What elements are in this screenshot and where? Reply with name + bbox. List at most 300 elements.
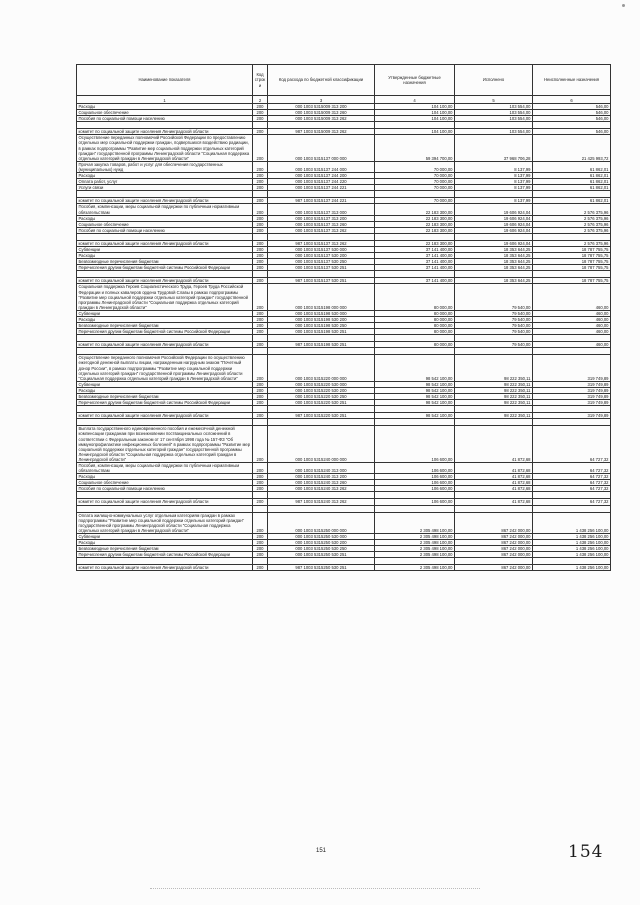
cell-approved: 104 100,00 <box>375 104 455 110</box>
cell-left: 546,00 <box>533 104 611 110</box>
empty-cell <box>253 191 268 198</box>
cell-name: Расходы <box>77 387 253 393</box>
cell-name: Пособия по социальной помощи населению <box>77 486 253 492</box>
cell-left: 319 749,89 <box>533 381 611 387</box>
cell-kbk: 000 1003 5315250 000 000 <box>268 512 375 533</box>
cell-left: 61 862,01 <box>533 179 611 185</box>
cell-left: 1 438 256 100,00 <box>533 546 611 552</box>
empty-cell <box>268 558 375 565</box>
table-row <box>77 265 611 271</box>
cell-code: 200 <box>253 215 268 221</box>
cell-done: 867 242 000,00 <box>455 540 533 546</box>
cell-kbk: 000 1003 5315250 530 200 <box>268 540 375 546</box>
cell-left: 1 438 256 100,00 <box>533 552 611 558</box>
cell-kbk: 000 1003 5315137 244 200 <box>268 173 375 179</box>
empty-cell <box>77 122 253 129</box>
empty-cell <box>268 505 375 512</box>
empty-cell <box>375 406 455 413</box>
cell-left: 1 438 256 100,00 <box>533 540 611 546</box>
column-number: 3 <box>268 96 375 104</box>
table-row <box>77 565 611 571</box>
cell-done: 103 554,00 <box>455 129 533 135</box>
cell-approved: 37 141 400,00 <box>375 246 455 252</box>
empty-cell <box>253 348 268 355</box>
table-row <box>77 355 611 381</box>
empty-cell <box>77 335 253 342</box>
empty-cell <box>77 271 253 278</box>
cell-approved: 98 542 100,00 <box>375 413 455 419</box>
cell-approved: 22 183 300,00 <box>375 204 455 215</box>
budget-execution-table <box>76 64 611 571</box>
cell-name: Пособия, компенсации, меры социальной поддержки по публичным нормативным обязательствам <box>77 462 253 473</box>
cell-kbk: 000 1003 5315250 530 251 <box>268 552 375 558</box>
cell-code: 200 <box>253 310 268 316</box>
empty-cell <box>533 558 611 565</box>
empty-cell <box>375 233 455 240</box>
table-row <box>77 486 611 492</box>
cell-name: Безвозмездные перечисления бюджетам <box>77 394 253 400</box>
cell-done: 98 222 350,11 <box>455 387 533 393</box>
empty-cell <box>533 492 611 499</box>
cell-left: 2 576 375,96 <box>533 221 611 227</box>
cell-code: 200 <box>253 259 268 265</box>
cell-left: 18 787 755,75 <box>533 253 611 259</box>
cell-done: 41 872,68 <box>455 499 533 505</box>
cell-kbk: 000 1003 5315137 313 260 <box>268 221 375 227</box>
cell-left: 61 862,01 <box>533 161 611 172</box>
empty-cell <box>533 335 611 342</box>
cell-left: 460,00 <box>533 310 611 316</box>
cell-kbk: 987 1003 5315137 530 251 <box>268 278 375 284</box>
cell-code: 200 <box>253 540 268 546</box>
empty-cell <box>77 233 253 240</box>
cell-name: Субвенции <box>77 533 253 539</box>
header-left: Неисполненные назначения <box>533 65 611 96</box>
cell-approved: 104 100,00 <box>375 116 455 122</box>
cell-code: 200 <box>253 323 268 329</box>
cell-left: 61 862,01 <box>533 198 611 204</box>
spacer-row <box>77 271 611 278</box>
cell-kbk: 000 1003 5315137 530 200 <box>268 253 375 259</box>
cell-name: Выплата государственного единовременного пособия и ежемесячной денежной компенсации гражданам при возникновении поствакцинальных осложнений в соответствии с Федеральным законом от 17 сентября 1998 года № 157-ФЗ "Об иммунопрофилактике инфекционных болезней" в рамках подпрограммы "Развитие мер социальной поддержки отдельных категорий граждан" государственной программы Ленинградской области "Социальная поддержка отдельных категорий граждан в Ленинградской области" <box>77 426 253 463</box>
cell-name: Субвенции <box>77 246 253 252</box>
cell-code: 200 <box>253 486 268 492</box>
cell-approved: 70 000,00 <box>375 185 455 191</box>
cell-done: 79 540,00 <box>455 342 533 348</box>
empty-cell <box>375 335 455 342</box>
cell-approved: 80 000,00 <box>375 317 455 323</box>
header-kbk: Код расхода по бюджетной классификации <box>268 65 375 96</box>
empty-cell <box>455 122 533 129</box>
cell-approved: 22 183 300,00 <box>375 240 455 246</box>
cell-code: 200 <box>253 110 268 116</box>
empty-cell <box>455 558 533 565</box>
cell-done: 8 137,99 <box>455 161 533 172</box>
cell-left: 319 749,89 <box>533 394 611 400</box>
cell-name: Пособия, компенсации, меры социальной поддержки по публичным нормативным обязательствам <box>77 204 253 215</box>
empty-cell <box>455 271 533 278</box>
cell-done: 867 242 000,00 <box>455 512 533 533</box>
cell-approved: 106 600,00 <box>375 474 455 480</box>
cell-code: 200 <box>253 329 268 335</box>
empty-cell <box>268 191 375 198</box>
cell-done: 98 222 350,11 <box>455 400 533 406</box>
cell-done: 98 222 350,11 <box>455 381 533 387</box>
spacer-row <box>77 419 611 426</box>
cell-approved: 22 183 300,00 <box>375 221 455 227</box>
cell-done: 41 872,68 <box>455 474 533 480</box>
cell-kbk: 000 1003 5315137 530 250 <box>268 259 375 265</box>
cell-kbk: 000 1003 5315137 530 251 <box>268 265 375 271</box>
cell-left: 1 438 256 100,00 <box>533 565 611 571</box>
cell-approved: 106 600,00 <box>375 486 455 492</box>
cell-done: 867 242 000,00 <box>455 552 533 558</box>
table-row <box>77 161 611 172</box>
cell-left: 1 438 256 100,00 <box>533 512 611 533</box>
cell-left: 460,00 <box>533 317 611 323</box>
cell-name: Субвенции <box>77 381 253 387</box>
empty-cell <box>455 492 533 499</box>
cell-kbk: 000 1003 5315220 530 000 <box>268 381 375 387</box>
cell-done: 867 242 000,00 <box>455 565 533 571</box>
spacer-row <box>77 406 611 413</box>
scan-speck <box>622 4 625 7</box>
cell-name: Субвенции <box>77 310 253 316</box>
empty-cell <box>533 505 611 512</box>
cell-approved: 59 394 700,00 <box>375 135 455 161</box>
page-number: 151 <box>316 848 327 854</box>
cell-done: 79 540,00 <box>455 317 533 323</box>
empty-cell <box>455 406 533 413</box>
header-done: Исполнено <box>455 65 533 96</box>
cell-kbk: 000 1003 5315137 313 200 <box>268 215 375 221</box>
cell-left: 1 438 256 100,00 <box>533 533 611 539</box>
cell-kbk: 987 1003 5315220 530 251 <box>268 413 375 419</box>
cell-left: 546,00 <box>533 116 611 122</box>
cell-name: Расходы <box>77 474 253 480</box>
handwritten-page-stamp: 154 <box>568 842 604 862</box>
cell-left: 319 749,89 <box>533 400 611 406</box>
cell-approved: 80 000,00 <box>375 310 455 316</box>
cell-approved: 37 141 400,00 <box>375 253 455 259</box>
cell-left: 61 862,01 <box>533 185 611 191</box>
cell-name: Пособия по социальной помощи населению <box>77 227 253 233</box>
cell-done: 19 606 924,04 <box>455 204 533 215</box>
cell-code: 200 <box>253 185 268 191</box>
empty-cell <box>533 191 611 198</box>
empty-cell <box>253 406 268 413</box>
cell-left: 21 425 993,72 <box>533 135 611 161</box>
cell-done: 41 872,68 <box>455 462 533 473</box>
cell-name: Расходы <box>77 317 253 323</box>
cell-kbk: 000 1003 5315198 530 251 <box>268 329 375 335</box>
table-row <box>77 499 611 505</box>
empty-cell <box>77 191 253 198</box>
budget-table-sheet <box>76 64 610 571</box>
cell-name: Прочая закупка товаров, работ и услуг для обеспечения государственных (муниципальных) нужд <box>77 161 253 172</box>
cell-name: Пособия по социальной помощи населению <box>77 116 253 122</box>
cell-kbk: 000 1003 5315198 530 250 <box>268 323 375 329</box>
cell-approved: 98 542 100,00 <box>375 400 455 406</box>
cell-code: 200 <box>253 284 268 310</box>
cell-left: 2 576 375,96 <box>533 227 611 233</box>
empty-cell <box>533 406 611 413</box>
cell-done: 98 222 350,11 <box>455 394 533 400</box>
cell-name: комитет по социальной защите населения Ленинградской области <box>77 565 253 571</box>
cell-done: 8 137,99 <box>455 179 533 185</box>
cell-done: 19 606 924,04 <box>455 227 533 233</box>
empty-cell <box>268 492 375 499</box>
cell-done: 8 137,99 <box>455 185 533 191</box>
cell-kbk: 000 1003 5315009 313 262 <box>268 116 375 122</box>
empty-cell <box>533 271 611 278</box>
empty-cell <box>268 419 375 426</box>
cell-approved: 106 600,00 <box>375 499 455 505</box>
cell-kbk: 000 1003 5315240 313 260 <box>268 480 375 486</box>
cell-kbk: 000 1003 5315137 313 262 <box>268 227 375 233</box>
cell-name: Безвозмездные перечисления бюджетам <box>77 546 253 552</box>
cell-left: 64 727,32 <box>533 486 611 492</box>
table-row <box>77 259 611 265</box>
cell-kbk: 987 1003 5315250 530 251 <box>268 565 375 571</box>
cell-code: 200 <box>253 474 268 480</box>
cell-approved: 70 000,00 <box>375 179 455 185</box>
cell-code: 200 <box>253 552 268 558</box>
cell-kbk: 000 1003 5315137 244 220 <box>268 179 375 185</box>
cell-name: Перечисления другим бюджетам бюджетной системы Российской Федерации <box>77 552 253 558</box>
scan-noise <box>150 888 480 893</box>
cell-approved: 37 141 400,00 <box>375 259 455 265</box>
spacer-row <box>77 191 611 198</box>
cell-approved: 70 000,00 <box>375 173 455 179</box>
cell-kbk: 000 1003 5315240 000 000 <box>268 426 375 463</box>
cell-name: Социальное обеспечение <box>77 110 253 116</box>
empty-cell <box>375 348 455 355</box>
table-row <box>77 204 611 215</box>
spacer-row <box>77 348 611 355</box>
cell-done: 19 606 924,04 <box>455 221 533 227</box>
empty-cell <box>533 233 611 240</box>
cell-approved: 2 305 498 100,00 <box>375 546 455 552</box>
cell-code: 200 <box>253 381 268 387</box>
cell-approved: 106 600,00 <box>375 480 455 486</box>
cell-code: 200 <box>253 240 268 246</box>
cell-code: 200 <box>253 387 268 393</box>
empty-cell <box>268 348 375 355</box>
cell-approved: 2 305 498 100,00 <box>375 512 455 533</box>
cell-code: 200 <box>253 546 268 552</box>
cell-name: комитет по социальной защите населения Ленинградской области <box>77 413 253 419</box>
cell-code: 200 <box>253 400 268 406</box>
spacer-row <box>77 233 611 240</box>
empty-cell <box>375 271 455 278</box>
cell-left: 319 749,89 <box>533 387 611 393</box>
table-row <box>77 400 611 406</box>
cell-name: Перечисления другим бюджетам бюджетной системы Российской Федерации <box>77 329 253 335</box>
cell-name: Услуги связи <box>77 185 253 191</box>
cell-done: 8 137,99 <box>455 198 533 204</box>
cell-name: комитет по социальной защите населения Ленинградской области <box>77 278 253 284</box>
cell-code: 200 <box>253 342 268 348</box>
cell-kbk: 000 1003 5315198 000 000 <box>268 284 375 310</box>
table-row <box>77 413 611 419</box>
cell-code: 200 <box>253 179 268 185</box>
empty-cell <box>77 558 253 565</box>
empty-cell <box>375 505 455 512</box>
table-row <box>77 116 611 122</box>
cell-name: Социальное обеспечение <box>77 221 253 227</box>
column-number: 4 <box>375 96 455 104</box>
cell-code: 200 <box>253 512 268 533</box>
cell-left: 64 727,32 <box>533 462 611 473</box>
spacer-row <box>77 122 611 129</box>
cell-approved: 104 100,00 <box>375 129 455 135</box>
cell-done: 103 554,00 <box>455 116 533 122</box>
cell-left: 546,00 <box>533 110 611 116</box>
cell-code: 200 <box>253 265 268 271</box>
cell-left: 64 727,32 <box>533 426 611 463</box>
column-number-row <box>77 96 611 104</box>
cell-name: комитет по социальной защите населения Ленинградской области <box>77 129 253 135</box>
empty-cell <box>253 558 268 565</box>
header-code: Код строк и <box>253 65 268 96</box>
cell-approved: 106 600,00 <box>375 426 455 463</box>
table-row <box>77 512 611 533</box>
empty-cell <box>375 492 455 499</box>
empty-cell <box>268 233 375 240</box>
cell-done: 41 872,68 <box>455 426 533 463</box>
cell-kbk: 000 1003 5315137 244 000 <box>268 161 375 172</box>
cell-left: 2 576 375,96 <box>533 240 611 246</box>
table-row <box>77 546 611 552</box>
cell-approved: 98 542 100,00 <box>375 381 455 387</box>
spacer-row <box>77 505 611 512</box>
header-approved: Утвержденные бюджетные назначения <box>375 65 455 96</box>
cell-name: Безвозмездные перечисления бюджетам <box>77 259 253 265</box>
cell-code: 200 <box>253 129 268 135</box>
cell-name: Оплата работ, услуг <box>77 179 253 185</box>
table-row <box>77 329 611 335</box>
cell-approved: 22 183 300,00 <box>375 215 455 221</box>
empty-cell <box>77 419 253 426</box>
table-row <box>77 462 611 473</box>
cell-done: 98 222 350,11 <box>455 355 533 381</box>
cell-approved: 37 141 400,00 <box>375 278 455 284</box>
cell-left: 61 862,01 <box>533 173 611 179</box>
cell-kbk: 000 1003 5315198 530 200 <box>268 317 375 323</box>
cell-left: 18 787 755,75 <box>533 278 611 284</box>
table-body <box>77 104 611 571</box>
cell-left: 319 749,89 <box>533 355 611 381</box>
cell-left: 460,00 <box>533 284 611 310</box>
cell-done: 19 606 924,04 <box>455 240 533 246</box>
table-row <box>77 552 611 558</box>
cell-done: 867 242 000,00 <box>455 533 533 539</box>
cell-code: 200 <box>253 413 268 419</box>
cell-approved: 80 000,00 <box>375 323 455 329</box>
cell-code: 200 <box>253 533 268 539</box>
empty-cell <box>268 406 375 413</box>
cell-code: 200 <box>253 355 268 381</box>
cell-done: 41 872,68 <box>455 486 533 492</box>
cell-name: Социальное обеспечение <box>77 480 253 486</box>
cell-done: 867 242 000,00 <box>455 546 533 552</box>
empty-cell <box>253 233 268 240</box>
empty-cell <box>375 122 455 129</box>
empty-cell <box>375 191 455 198</box>
cell-left: 460,00 <box>533 323 611 329</box>
cell-left: 2 576 375,96 <box>533 204 611 215</box>
cell-code: 200 <box>253 278 268 284</box>
cell-approved: 80 000,00 <box>375 329 455 335</box>
cell-approved: 104 100,00 <box>375 110 455 116</box>
cell-code: 200 <box>253 135 268 161</box>
cell-left: 2 576 375,96 <box>533 215 611 221</box>
cell-code: 200 <box>253 221 268 227</box>
cell-done: 103 554,00 <box>455 110 533 116</box>
cell-done: 103 554,00 <box>455 104 533 110</box>
cell-code: 200 <box>253 161 268 172</box>
cell-name: комитет по социальной защите населения Ленинградской области <box>77 240 253 246</box>
cell-name: Расходы <box>77 215 253 221</box>
cell-left: 546,00 <box>533 129 611 135</box>
cell-name: Безвозмездные перечисления бюджетам <box>77 323 253 329</box>
cell-done: 79 540,00 <box>455 310 533 316</box>
column-number: 5 <box>455 96 533 104</box>
cell-code: 200 <box>253 116 268 122</box>
cell-kbk: 000 1003 5315009 313 200 <box>268 104 375 110</box>
empty-cell <box>77 505 253 512</box>
cell-code: 200 <box>253 565 268 571</box>
empty-cell <box>77 406 253 413</box>
spacer-row <box>77 492 611 499</box>
table-row <box>77 135 611 161</box>
empty-cell <box>455 348 533 355</box>
cell-kbk: 000 1003 5315250 530 250 <box>268 546 375 552</box>
cell-name: Расходы <box>77 253 253 259</box>
cell-done: 79 540,00 <box>455 329 533 335</box>
cell-name: Расходы <box>77 173 253 179</box>
empty-cell <box>268 335 375 342</box>
empty-cell <box>533 348 611 355</box>
column-number: 6 <box>533 96 611 104</box>
cell-name: Социальная поддержка Героев Социалистического Труда, Героев Труда Российской Федерации и полных кавалеров ордена Трудовой Славы в рамках подпрограммы "Развитие мер социальной поддержки отдельных категорий граждан" государственной программы Ленинградской области "Социальная поддержка отдельных категорий граждан в Ленинградской области" <box>77 284 253 310</box>
cell-code: 200 <box>253 499 268 505</box>
cell-done: 41 872,68 <box>455 480 533 486</box>
empty-cell <box>533 419 611 426</box>
table-row <box>77 323 611 329</box>
cell-approved: 37 141 400,00 <box>375 265 455 271</box>
cell-code: 200 <box>253 426 268 463</box>
cell-code: 200 <box>253 394 268 400</box>
cell-approved: 2 305 498 100,00 <box>375 533 455 539</box>
cell-kbk: 000 1003 5315137 313 000 <box>268 204 375 215</box>
cell-name: Расходы <box>77 540 253 546</box>
cell-approved: 70 000,00 <box>375 198 455 204</box>
cell-left: 64 727,32 <box>533 474 611 480</box>
empty-cell <box>253 271 268 278</box>
cell-approved: 80 000,00 <box>375 284 455 310</box>
empty-cell <box>533 122 611 129</box>
cell-left: 319 749,89 <box>533 413 611 419</box>
cell-approved: 2 305 498 100,00 <box>375 565 455 571</box>
table-row <box>77 342 611 348</box>
cell-left: 18 787 755,75 <box>533 259 611 265</box>
empty-cell <box>375 558 455 565</box>
cell-name: Перечисления другим бюджетам бюджетной системы Российской Федерации <box>77 400 253 406</box>
cell-kbk: 000 1003 5315009 313 260 <box>268 110 375 116</box>
cell-kbk: 987 1003 5315137 313 262 <box>268 240 375 246</box>
